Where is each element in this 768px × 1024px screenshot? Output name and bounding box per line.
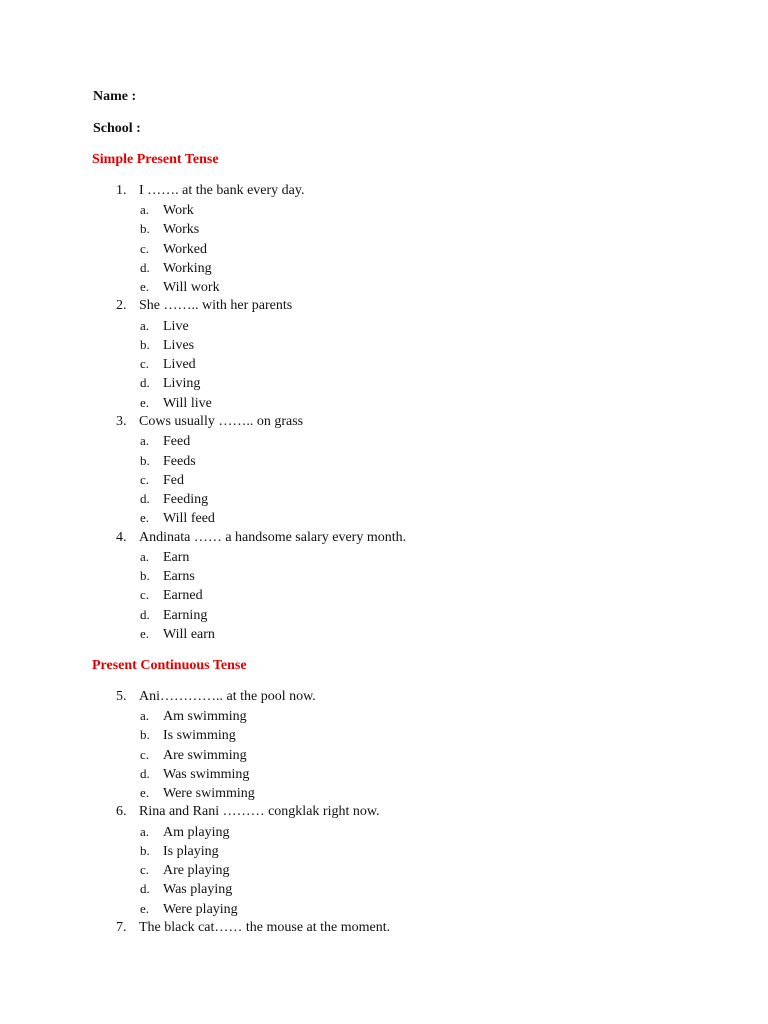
- option-2e: e. Will live: [140, 395, 212, 411]
- option-3d: d. Feeding: [140, 491, 209, 507]
- option-2d: d. Living: [140, 375, 201, 391]
- question-7: 7. The black cat…… the mouse at the moment.: [116, 920, 391, 935]
- option-4c: c. Earned: [140, 587, 203, 603]
- option-4a: a. Earn: [140, 549, 190, 565]
- question-2: 2. She …….. with her parents: [116, 298, 293, 313]
- question-text: Cows usually …….. on grass: [139, 414, 304, 429]
- option-3b: b. Feeds: [140, 453, 196, 469]
- question-text: She …….. with her parents: [139, 298, 293, 313]
- option-5b: b. Is swimming: [140, 727, 236, 743]
- question-5: 5. Ani………….. at the pool now.: [116, 689, 316, 704]
- question-1: 1. I ……. at the bank every day.: [116, 183, 305, 198]
- option-2c: c. Lived: [140, 356, 196, 372]
- option-1e: e. Will work: [140, 279, 220, 295]
- option-6d: d. Was playing: [140, 881, 233, 897]
- option-4b: b. Earns: [140, 568, 195, 584]
- option-6e: e. Were playing: [140, 901, 238, 917]
- question-3: 3. Cows usually …….. on grass: [116, 414, 304, 429]
- option-6c: c. Are playing: [140, 862, 230, 878]
- option-1d: d. Working: [140, 260, 212, 276]
- question-text: Rina and Rani ……… congklak right now.: [139, 804, 380, 819]
- question-text: Andinata …… a handsome salary every month.: [139, 530, 407, 545]
- option-1a: a. Work: [140, 202, 194, 218]
- option-5c: c. Are swimming: [140, 747, 247, 763]
- option-2a: a. Live: [140, 318, 189, 334]
- name-field-label: Name :: [93, 89, 137, 104]
- question-6: 6. Rina and Rani ……… congklak right now.: [116, 804, 380, 819]
- option-3a: a. Feed: [140, 433, 191, 449]
- option-5e: e. Were swimming: [140, 785, 255, 801]
- option-4e: e. Will earn: [140, 626, 215, 642]
- option-5d: d. Was swimming: [140, 766, 250, 782]
- option-3e: e. Will feed: [140, 510, 215, 526]
- question-text: I ……. at the bank every day.: [139, 183, 305, 198]
- question-4: 4. Andinata …… a handsome salary every month.: [116, 530, 407, 545]
- section-title-present-continuous: Present Continuous Tense: [92, 658, 247, 673]
- option-6b: b. Is playing: [140, 843, 219, 859]
- section-title-simple-present: Simple Present Tense: [92, 152, 219, 167]
- option-4d: d. Earning: [140, 607, 208, 623]
- question-text: The black cat…… the mouse at the moment.: [139, 920, 391, 935]
- option-3c: c. Fed: [140, 472, 184, 488]
- option-2b: b. Lives: [140, 337, 195, 353]
- option-1b: b. Works: [140, 221, 200, 237]
- option-6a: a. Am playing: [140, 824, 230, 840]
- school-field-label: School :: [93, 121, 141, 136]
- option-5a: a. Am swimming: [140, 708, 247, 724]
- option-1c: c. Worked: [140, 241, 207, 257]
- question-text: Ani………….. at the pool now.: [139, 689, 316, 704]
